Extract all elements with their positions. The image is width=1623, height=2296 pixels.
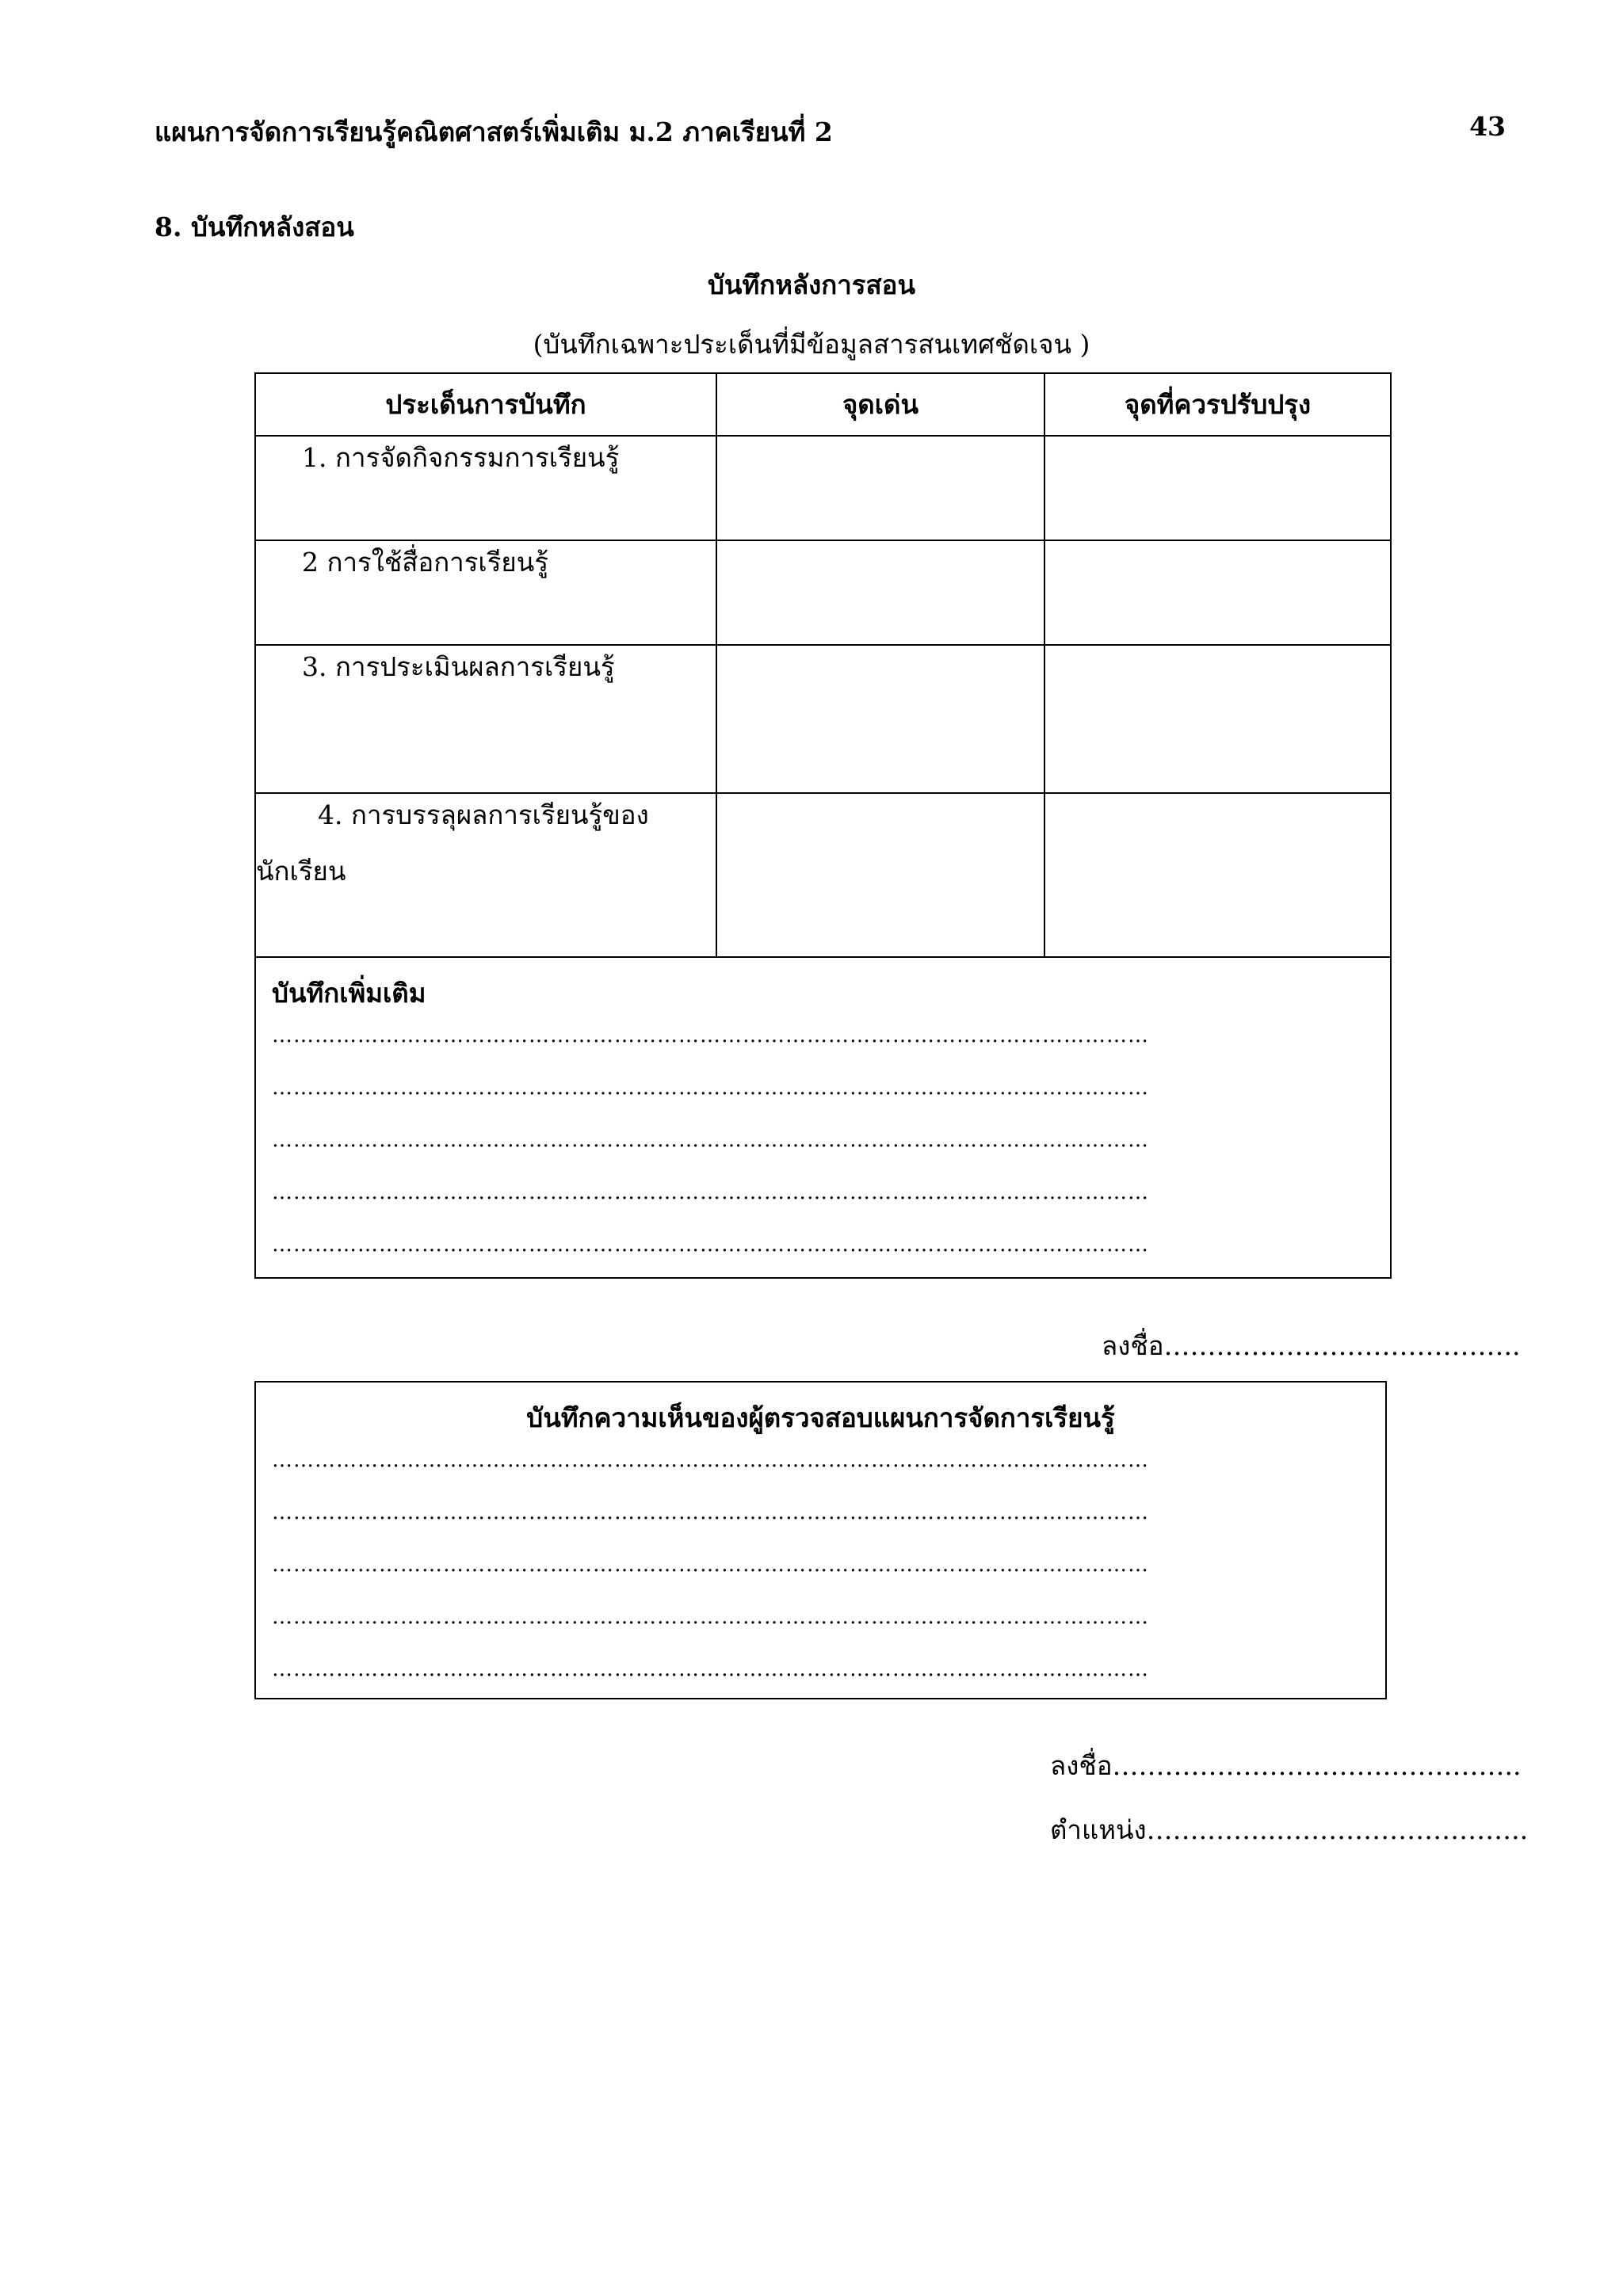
table-row bbox=[255, 540, 1391, 645]
after-teaching-record-table bbox=[254, 372, 1392, 1279]
strengths-cell[interactable] bbox=[716, 793, 1044, 957]
dotted-line[interactable]: …………………………………………………………………………………………………………… bbox=[272, 1657, 1149, 1681]
topic-cell bbox=[255, 540, 716, 645]
dotted-line[interactable]: …………………………………………………………………………………………………………… bbox=[272, 1501, 1149, 1524]
dotted-line[interactable]: …………………………………………………………………………………………………………… bbox=[272, 1076, 1149, 1100]
record-title: บันทึกหลังการสอน bbox=[707, 269, 916, 300]
topic-cell bbox=[255, 436, 716, 540]
topic-cell bbox=[255, 645, 716, 793]
column-header-strengths: จุดเด่น bbox=[716, 373, 1044, 436]
extra-notes-label: บันทึกเพิ่มเติม bbox=[272, 978, 426, 1009]
table-row bbox=[255, 436, 1391, 540]
dotted-line[interactable]: …………………………………………………………………………………………………………… bbox=[272, 1180, 1149, 1204]
teacher-signature-line[interactable]: ลงชื่อ………………………………….. bbox=[1102, 1330, 1521, 1361]
record-subtitle: (บันทึกเฉพาะประเด็นที่มีข้อมูลสารสนเทศชัดเจน ) bbox=[533, 329, 1090, 360]
topic-label-line1: 4. การบรรลุผลการเรียนรู้ของ bbox=[318, 799, 649, 830]
page-number: 43 bbox=[1469, 111, 1506, 142]
table-header-row bbox=[255, 373, 1391, 436]
improvements-cell[interactable] bbox=[1044, 540, 1391, 645]
strengths-cell[interactable] bbox=[716, 436, 1044, 540]
topic-label: 3. การประเมินผลการเรียนรู้ bbox=[302, 651, 615, 682]
strengths-cell[interactable] bbox=[716, 645, 1044, 793]
document-header-title: แผนการจัดการเรียนรู้คณิตศาสตร์เพิ่มเติม ม.2 ภาคเรียนที่ 2 bbox=[155, 116, 833, 147]
strengths-cell[interactable] bbox=[716, 540, 1044, 645]
dotted-line[interactable]: …………………………………………………………………………………………………………… bbox=[272, 1605, 1149, 1629]
column-header-topic: ประเด็นการบันทึก bbox=[255, 373, 716, 436]
improvements-cell[interactable] bbox=[1044, 645, 1391, 793]
dotted-line[interactable]: …………………………………………………………………………………………………………… bbox=[272, 1553, 1149, 1577]
extra-notes-cell[interactable] bbox=[255, 957, 1391, 1278]
topic-label-line2: นักเรียน bbox=[256, 856, 346, 887]
dotted-line[interactable]: …………………………………………………………………………………………………………… bbox=[272, 1024, 1149, 1047]
table-row bbox=[255, 645, 1391, 793]
reviewer-comment-box bbox=[254, 1381, 1387, 1699]
reviewer-signature-line[interactable]: ลงชื่อ……………………………………….. bbox=[1050, 1750, 1522, 1781]
dotted-line[interactable]: …………………………………………………………………………………………………………… bbox=[272, 1233, 1149, 1257]
column-header-improvements: จุดที่ควรปรับปรุง bbox=[1044, 373, 1391, 436]
extra-notes-row bbox=[255, 957, 1391, 1278]
section-heading: 8. บันทึกหลังสอน bbox=[155, 212, 354, 242]
table-row bbox=[255, 793, 1391, 957]
reviewer-position-line[interactable]: ตำแหน่ง…….……..……………………….. bbox=[1050, 1814, 1529, 1845]
improvements-cell[interactable] bbox=[1044, 436, 1391, 540]
dotted-line[interactable]: …………………………………………………………………………………………………………… bbox=[272, 1128, 1149, 1152]
dotted-line[interactable]: …………………………………………………………………………………………………………… bbox=[272, 1448, 1149, 1472]
reviewer-comment-title: บันทึกความเห็นของผู้ตรวจสอบแผนการจัดการเรียนรู้ bbox=[526, 1402, 1115, 1433]
topic-cell bbox=[255, 793, 716, 957]
topic-label: 2 การใช้สื่อการเรียนรู้ bbox=[302, 547, 549, 578]
topic-label: 1. การจัดกิจกรรมการเรียนรู้ bbox=[302, 442, 620, 473]
improvements-cell[interactable] bbox=[1044, 793, 1391, 957]
